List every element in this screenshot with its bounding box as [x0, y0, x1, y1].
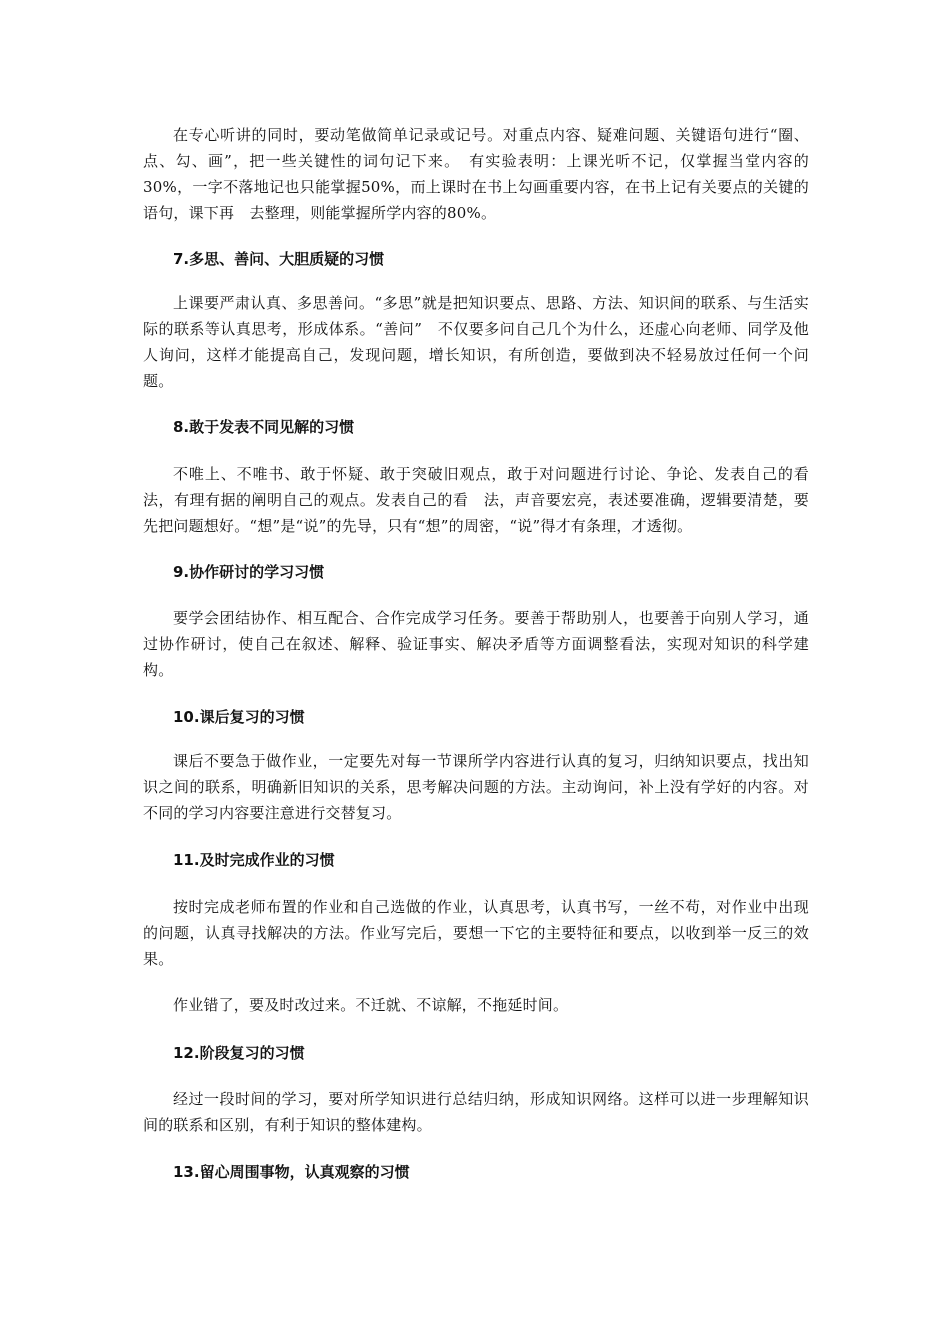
heading-10: 10.课后复习的习惯 — [173, 708, 305, 726]
paragraph-9: 要学会团结协作、相互配合、合作完成学习任务。要善于帮助别人，也要善于向别人学习，通过协作研讨，使自己在叙述、解释、验证事实、解决矛盾等方面调整看法，实现对知识的科学建构。 — [143, 609, 809, 679]
paragraph-10: 课后不要急于做作业，一定要先对每一节课所学内容进行认真的复习，归纳知识要点，找出知识之间的联系，明确新旧知识的关系，思考解决问题的方法。主动询问，补上没有学好的内容。对不同的学习内容要注意进行交替复习。 — [143, 752, 809, 822]
paragraph-11b: 作业错了，要及时改过来。不迁就、不谅解，不拖延时间。 — [173, 996, 569, 1014]
paragraph-note-taking: 在专心听讲的同时，要动笔做简单记录或记号。对重点内容、疑难问题、关键语句进行“圈、点、勾、画”，把一些关键性的词句记下来。 有实验表明：上课光听不记，仅掌握当堂内容的30%，一字不落地记也只能掌握50%，而上课时在书上勾画重要内容，在书上记有关要点的关键的语句，课下再 去整理，则能掌握所学内容的80%。 — [143, 126, 809, 222]
heading-12: 12.阶段复习的习惯 — [173, 1044, 305, 1062]
paragraph-7: 上课要严肃认真、多思善问。“多思”就是把知识要点、思路、方法、知识间的联系、与生活实际的联系等认真思考，形成体系。“善问” 不仅要多问自己几个为什么，还虚心向老师、同学及他人询问，这样才能提高自己，发现问题，增长知识，有所创造，要做到决不轻易放过任何一个问题。 — [143, 294, 809, 390]
paragraph-11a: 按时完成老师布置的作业和自己选做的作业，认真思考，认真书写，一丝不苟，对作业中出现的问题，认真寻找解决的方法。作业写完后，要想一下它的主要特征和要点，以收到举一反三的效果。 — [143, 898, 809, 968]
paragraph-12: 经过一段时间的学习，要对所学知识进行总结归纳，形成知识网络。这样可以进一步理解知识间的联系和区别，有利于知识的整体建构。 — [143, 1090, 809, 1134]
heading-9: 9.协作研讨的学习习惯 — [173, 563, 325, 581]
heading-13: 13.留心周围事物，认真观察的习惯 — [173, 1163, 410, 1181]
heading-8: 8.敢于发表不同见解的习惯 — [173, 418, 355, 436]
paragraph-8: 不唯上、不唯书、敢于怀疑、敢于突破旧观点，敢于对问题进行讨论、争论、发表自己的看法，有理有据的阐明自己的观点。发表自己的看 法，声音要宏亮，表述要准确，逻辑要清楚，要先把问题想好。“想”是“说”的先导，只有“想”的周密，“说”得才有条理，才透彻。 — [143, 465, 809, 535]
heading-7: 7.多思、善问、大胆质疑的习惯 — [173, 250, 385, 268]
heading-11: 11.及时完成作业的习惯 — [173, 851, 335, 869]
